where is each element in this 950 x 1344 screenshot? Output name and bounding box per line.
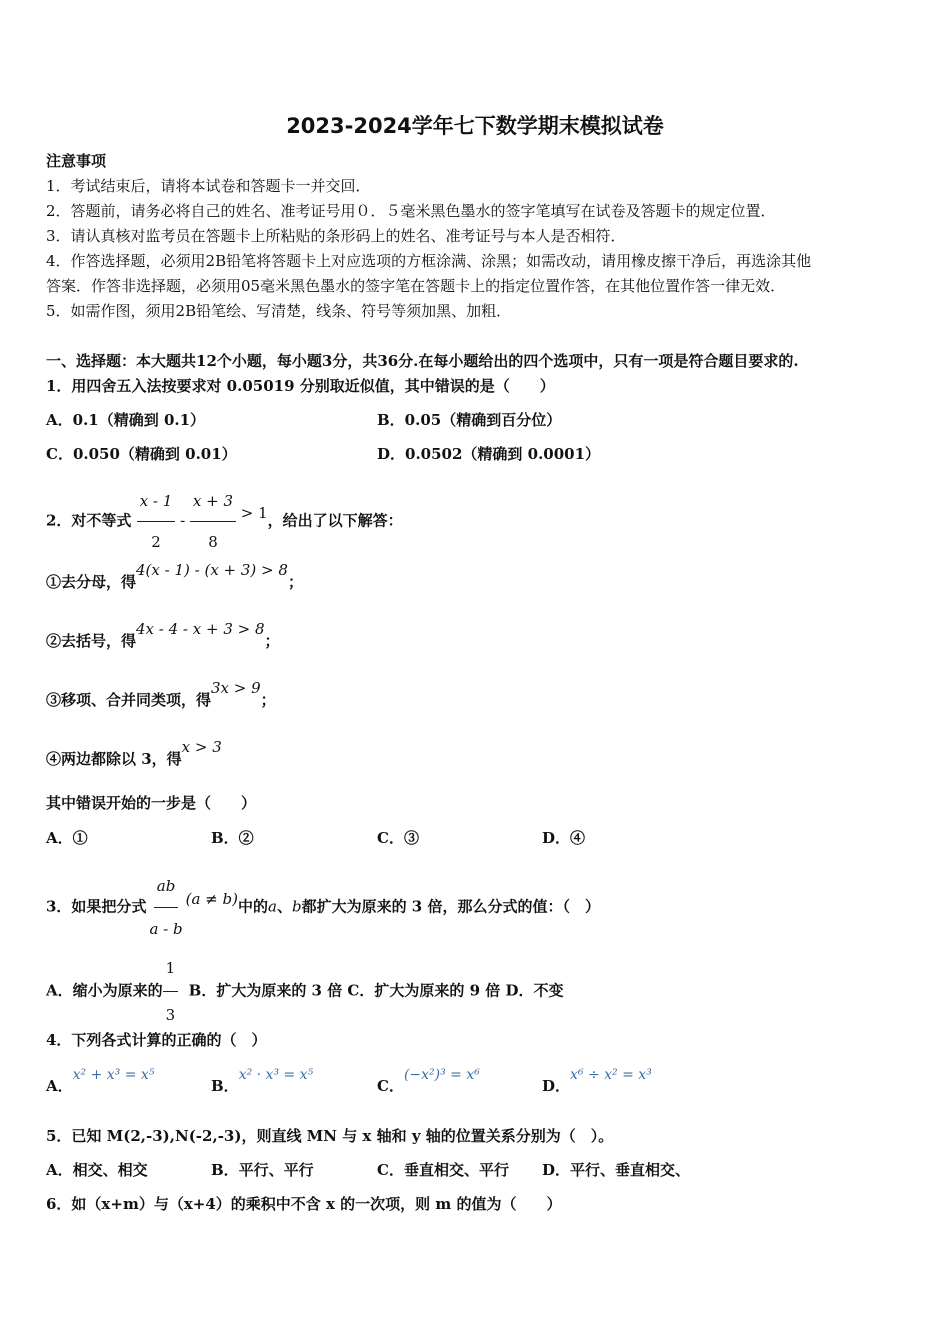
option-math: x⁶ ÷ x² = x³ — [570, 1067, 652, 1083]
q2-option-a: A．① — [46, 829, 88, 847]
q3-prefix: 3．如果把分式 — [46, 897, 147, 916]
q5-option-a: A．相交、相交 — [46, 1161, 148, 1179]
fraction-denominator: 8 — [208, 533, 218, 551]
q2-step-4 — [46, 738, 222, 769]
step-math: 3x > 9 — [211, 679, 261, 697]
fraction — [163, 946, 179, 1037]
notice-item: 5．如需作图，须用2B铅笔绘、写清楚，线条、符号等须加黑、加粗． — [46, 302, 512, 320]
q4-option-b — [211, 1067, 314, 1097]
option-math: x² · x³ = x⁵ — [238, 1067, 314, 1083]
q3-middle: 中的 — [237, 897, 268, 916]
q2-question: 其中错误开始的一步是（ ） — [46, 794, 257, 812]
q4-option-a — [46, 1067, 155, 1097]
step-label: ③移项、合并同类项，得 — [46, 691, 212, 709]
q3-option-a-prefix: A．缩小为原来的 — [46, 981, 163, 1000]
option-label: C． — [377, 1077, 404, 1095]
variable-b: b — [291, 897, 302, 916]
q2-prefix: 2．对不等式 — [46, 511, 132, 530]
q5-option-b: B．平行、平行 — [211, 1161, 314, 1179]
step-label: ④两边都除以 3，得 — [46, 750, 182, 768]
q2-option-c: C．③ — [377, 829, 419, 847]
variable-a: a — [267, 897, 277, 916]
question-3-stem — [46, 866, 600, 949]
semicolon: ； — [264, 632, 280, 650]
option-label: A． — [46, 1077, 73, 1095]
step-math: 4x - 4 - x + 3 > 8 — [136, 620, 265, 638]
condition: (a ≠ b) — [185, 889, 238, 908]
step-label: ②去括号，得 — [46, 632, 137, 650]
q2-option-b: B．② — [211, 829, 254, 847]
q2-step-3 — [46, 679, 276, 710]
fraction-denominator: 2 — [151, 533, 161, 551]
q2-step-1 — [46, 561, 303, 592]
q5-option-d: D．平行、垂直相交、 — [542, 1161, 691, 1179]
q4-option-c — [377, 1067, 480, 1097]
step-math: x > 3 — [181, 738, 222, 756]
semicolon: ； — [287, 573, 303, 591]
notice-heading: 注意事项 — [46, 152, 107, 170]
option-label: D． — [542, 1077, 571, 1095]
fraction — [190, 482, 236, 561]
step-label: ①去分母，得 — [46, 573, 137, 591]
notice-item: 3．请认真核对监考员在答题卡上所粘贴的条形码上的姓名、准考证号与本人是否相符． — [46, 227, 626, 245]
q3-suffix: 都扩大为原来的 3 倍，那么分式的值：（ ） — [301, 897, 600, 916]
question-4-stem: 4．下列各式计算的正确的（ ） — [46, 1031, 267, 1049]
q1-option-b: B．0.05（精确到百分位） — [377, 411, 562, 429]
q1-option-c: C．0.050（精确到 0.01） — [46, 445, 237, 463]
inequality-rhs: > 1 — [236, 503, 268, 522]
fraction-numerator: ab — [154, 866, 179, 908]
fraction-denominator: a - b — [149, 920, 183, 938]
option-math: x² + x³ = x⁵ — [72, 1067, 155, 1083]
q1-option-a: A．0.1（精确到 0.1） — [46, 411, 206, 429]
question-2-stem — [46, 482, 403, 561]
fraction-numerator: 1 — [163, 946, 179, 992]
question-6-stem: 6．如（x+m）与（x+4）的乘积中不含 x 的一次项，则 m 的值为（ ） — [46, 1195, 562, 1213]
semicolon: ； — [260, 691, 276, 709]
q3-options-rest: B．扩大为原来的 3 倍 C．扩大为原来的 9 倍 D．不变 — [188, 981, 564, 1000]
fraction-numerator: x - 1 — [137, 482, 176, 522]
fraction — [146, 866, 185, 949]
q5-option-c: C．垂直相交、平行 — [377, 1161, 509, 1179]
separator: 、 — [276, 897, 292, 916]
q1-option-d: D．0.0502（精确到 0.0001） — [377, 445, 601, 463]
option-math: (−x²)³ = x⁶ — [403, 1067, 480, 1083]
q2-step-2 — [46, 620, 280, 651]
option-label: B． — [211, 1077, 239, 1095]
notice-item: 4．作答选择题，必须用2B铅笔将答题卡上对应选项的方框涂满、涂黑；如需改动，请用橡皮擦干净后，再选涂其他 — [46, 252, 812, 270]
q4-option-d — [542, 1067, 652, 1097]
step-math: 4(x - 1) - (x + 3) > 8 — [136, 561, 288, 579]
q2-option-d: D．④ — [542, 829, 586, 847]
question-5-stem: 5．已知 M(2,-3),N(-2,-3)，则直线 MN 与 x 轴和 y 轴的位置关系分别为（ ）。 — [46, 1127, 614, 1145]
q3-options — [46, 946, 563, 1037]
notice-item: 1．考试结束后，请将本试卷和答题卡一并交回． — [46, 177, 371, 195]
notice-item: 2．答题前，请务必将自己的姓名、准考证号用０．５毫米黑色墨水的签字笔填写在试卷及答题卡的规定位置． — [46, 202, 776, 220]
fraction-denominator: 3 — [165, 1006, 176, 1024]
minus-sign: - — [175, 511, 190, 530]
page-title: 2023-2024学年七下数学期末模拟试卷 — [286, 114, 664, 138]
q2-suffix: ，给出了以下解答： — [267, 511, 403, 530]
fraction-numerator: x + 3 — [190, 482, 236, 522]
notice-item: 答案．作答非选择题，必须用05毫米黑色墨水的签字笔在答题卡上的指定位置作答，在其他位置作答一律无效． — [46, 277, 786, 295]
question-1-stem: 1．用四舍五入法按要求对 0.05019 分别取近似值，其中错误的是（ ） — [46, 377, 555, 395]
section-heading: 一、选择题：本大题共12个小题，每小题3分，共36分.在每小题给出的四个选项中，只有一项是符合题目要求的. — [46, 352, 799, 370]
fraction — [137, 482, 176, 561]
